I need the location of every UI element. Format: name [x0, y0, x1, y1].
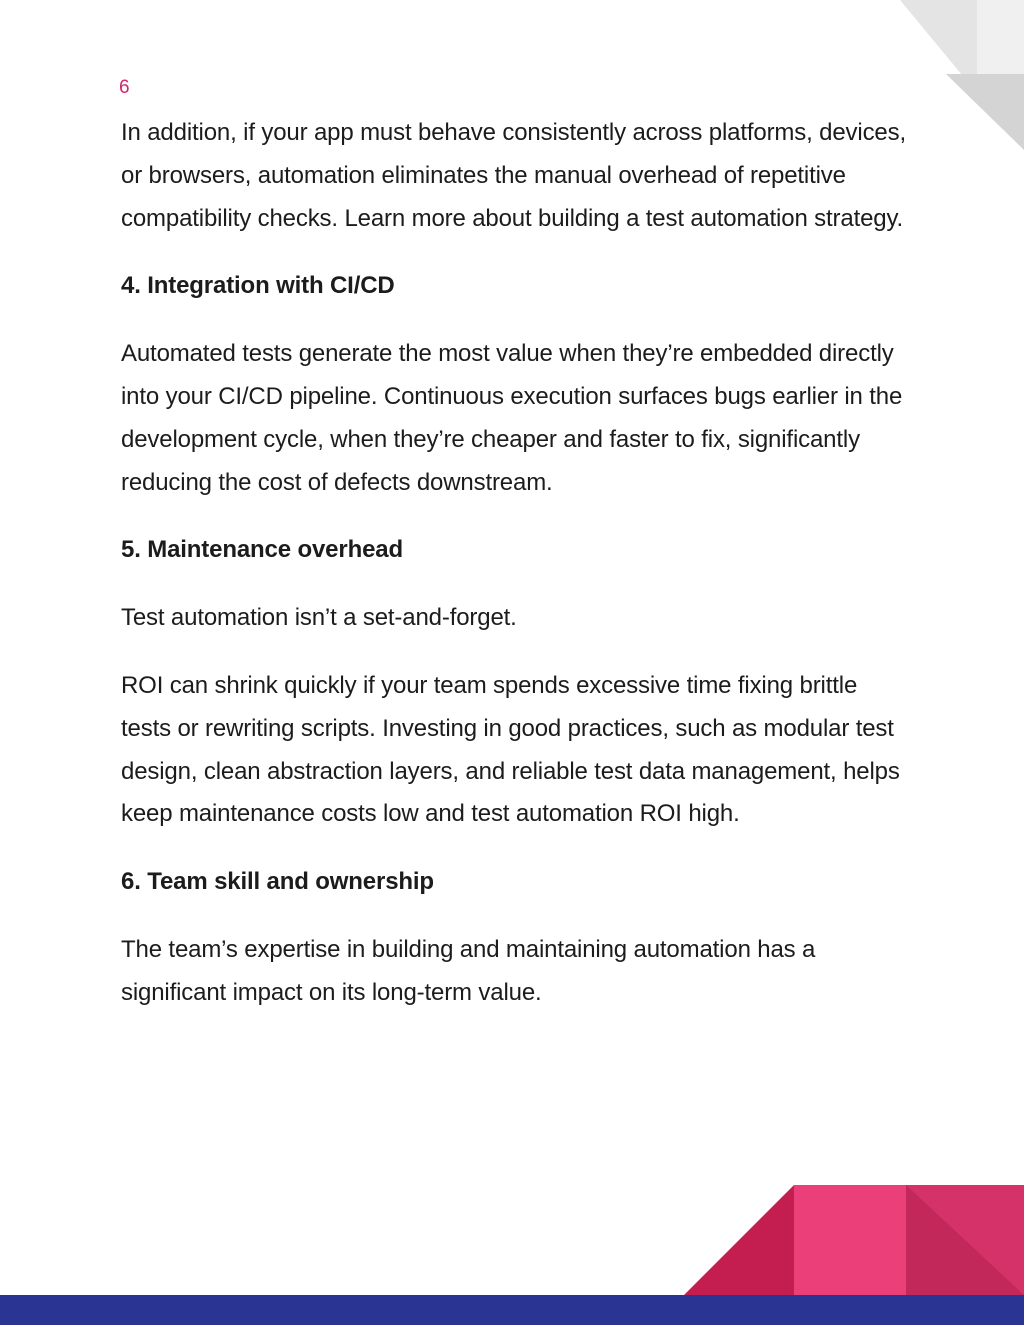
section-paragraph: ROI can shrink quickly if your team spends excessive time fixing brittle tests or rewriting scripts. Investing in good practices, such as modular test design, clean abstraction layers, and reliable test data management, helps keep maintenance costs low and test automation ROI high.: [121, 671, 900, 828]
section-heading-team-skill: 6. Team skill and ownership: [121, 868, 434, 896]
corner-fold-light: [977, 0, 1024, 74]
section-heading-ci-cd: 4. Integration with CI/CD: [121, 272, 395, 300]
page-number: 6: [119, 77, 130, 98]
intro-paragraph: In addition, if your app must behave consistently across platforms, devices, or browsers, automation eliminates the manual overhead of repetitive compatibility checks. Learn more about building a test automation strategy.: [121, 119, 906, 232]
section-paragraph: Test automation isn’t a set-and-forget.: [121, 604, 517, 632]
bottom-corner-decoration: [684, 1185, 1024, 1295]
corner-shape-pink: [794, 1185, 906, 1295]
footer-bar: [0, 1295, 1024, 1325]
document-body: [121, 112, 911, 1015]
corner-fold-lower: [946, 74, 1024, 150]
section-paragraph: The team’s expertise in building and maintaining automation has a significant impact on its long-term value.: [121, 935, 816, 1006]
section-heading-maintenance: 5. Maintenance overhead: [121, 536, 403, 564]
section-paragraph: Automated tests generate the most value when they’re embedded directly into your CI/CD pipeline. Continuous execution surfaces bugs earlier in the development cycle, when they’re cheaper and faster to fix, significantly reducing the cost of defects downstream.: [121, 340, 903, 496]
